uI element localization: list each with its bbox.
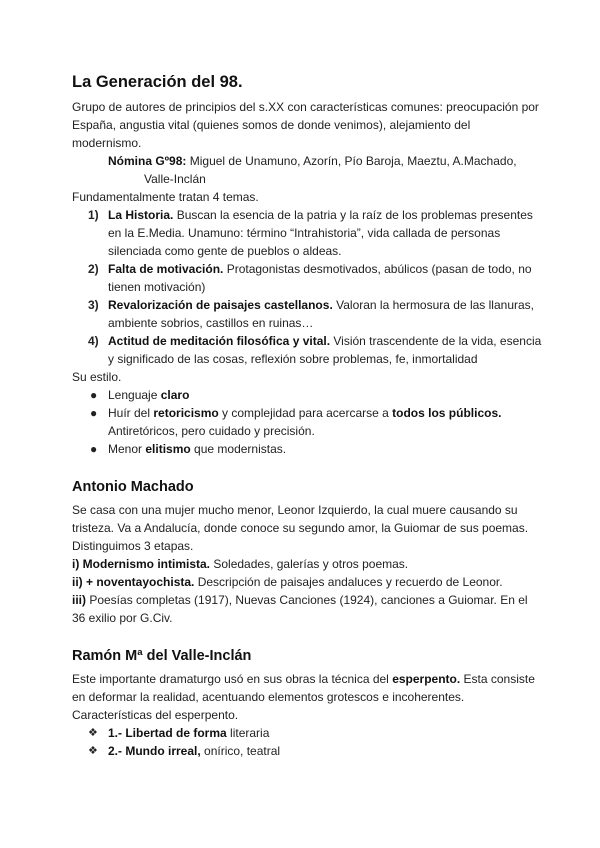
caracteristica-item (72, 742, 542, 760)
etapa-label: iii) (72, 593, 86, 607)
tema-number: 2) (88, 262, 99, 276)
estilo-text: Lenguaje (108, 388, 161, 402)
temas-list (72, 206, 542, 368)
generacion-intro: Grupo de autores de principios del s.XX con características comunes: preocupación por España, angustia vital (quienes somos de donde venimos), alejamiento del modernismo. (72, 100, 539, 150)
tema-text: Valoran la hermosura de las llanuras, ambiente sobrios, castillos en ruinas… (108, 298, 534, 330)
bullet-dot-icon: ● (90, 388, 98, 402)
valle-intro-text: Este importante dramaturgo usó en sus obras la técnica del (72, 672, 393, 686)
tema-title: Revalorización de paisajes castellanos. (108, 298, 333, 312)
etapa-text: Poesías completas (1917), Nuevas Canciones (1924), canciones a Guiomar. En el 36 exilio por G.Civ. (72, 593, 528, 625)
etapa-line (72, 591, 542, 627)
estilo-text: Antiretóricos, pero cuidado y precisión. (108, 424, 315, 438)
estilo-bold: claro (160, 388, 190, 402)
tema-title: Falta de motivación. (108, 262, 224, 276)
machado-intro: Se casa con una mujer mucho menor, Leonor Izquierdo, la cual muere causando su tristeza. Va a Andalucía, donde conoce su segundo amor, la Guiomar de sus poemas. Distinguimos 3 etapas. (72, 503, 529, 553)
tema-text: Buscan la esencia de la patria y la raíz de los problemas presentes en la E.Media. Unamuno: término “Intrahistoria”, vida callada de personas silenciada como gente de pueblos o aldeas. (108, 208, 533, 258)
tema-item (72, 206, 542, 260)
valle-intro-text: Esta consiste en deformar la realidad, acentuando elementos grotescos e incoherentes. (72, 672, 535, 704)
valle-intro (72, 670, 542, 706)
nomina-continuation: Valle-Inclán (144, 172, 206, 186)
etapa-label: i) Modernismo intimista. (72, 557, 211, 571)
estilo-bold: elitismo (145, 442, 191, 456)
etapa-label: ii) + noventayochista. (72, 575, 195, 589)
etapa-text: Descripción de paisajes andaluces y recuerdo de Leonor. (194, 575, 503, 589)
caracteristica-bold: 1.- Libertad de forma (108, 726, 227, 740)
caracteristicas-intro: Características del esperpento. (72, 708, 239, 722)
diamond-bullet-icon: ❖ (88, 745, 98, 757)
estilo-item (72, 404, 542, 440)
tema-title: La Historia. (108, 208, 174, 222)
estilo-text: Menor (108, 442, 146, 456)
tema-text: Visión trascendente de la vida, esencia y significado de las cosas, reflexión sobre problemas, fe, inmortalidad (108, 334, 542, 366)
caracteristica-bold: 2.- Mundo irreal, (108, 744, 201, 758)
tema-item (72, 260, 542, 296)
estilo-bold: retoricismo (153, 406, 219, 420)
estilo-item (72, 440, 542, 458)
etapa-line (72, 555, 542, 573)
etapa-line (72, 573, 542, 591)
tema-title: Actitud de meditación filosófica y vital. (108, 334, 331, 348)
tema-number: 1) (88, 208, 99, 222)
tema-item (72, 296, 542, 332)
diamond-bullet-icon: ❖ (88, 727, 98, 739)
estilo-text: Huír del (108, 406, 154, 420)
etapa-text: Soledades, galerías y otros poemas. (210, 557, 409, 571)
estilo-bold: todos los públicos. (392, 406, 502, 420)
tema-text: Protagonistas desmotivados, abúlicos (pasan de todo, no tienen motivación) (108, 262, 532, 294)
estilo-item (72, 386, 542, 404)
document-page (72, 72, 542, 760)
estilo-text: que modernistas. (190, 442, 287, 456)
section-title-machado: Antonio Machado (72, 479, 194, 495)
temas-intro: Fundamentalmente tratan 4 temas. (72, 190, 259, 204)
estilo-intro: Su estilo. (72, 370, 122, 384)
bullet-dot-icon: ● (90, 406, 98, 420)
esperpento-term: esperpento. (392, 672, 461, 686)
nomina-text: Miguel de Unamuno, Azorín, Pío Baroja, Maeztu, A.Machado, (186, 154, 517, 168)
section-title-valle-inclan: Ramón Mª del Valle-Inclán (72, 648, 252, 664)
caracteristicas-list (72, 724, 542, 760)
bullet-dot-icon: ● (90, 442, 98, 456)
caracteristica-item (72, 724, 542, 742)
tema-number: 3) (88, 298, 99, 312)
nomina-line (108, 152, 542, 188)
caracteristica-text: onírico, teatral (200, 744, 281, 758)
tema-number: 4) (88, 334, 99, 348)
estilo-text: y complejidad para acercarse a (218, 406, 393, 420)
caracteristica-text: literaria (226, 726, 270, 740)
nomina-label: Nómina Gº98: (108, 154, 187, 168)
estilo-list (72, 386, 542, 458)
tema-item (72, 332, 542, 368)
section-title-generacion-98: La Generación del 98. (72, 73, 243, 91)
